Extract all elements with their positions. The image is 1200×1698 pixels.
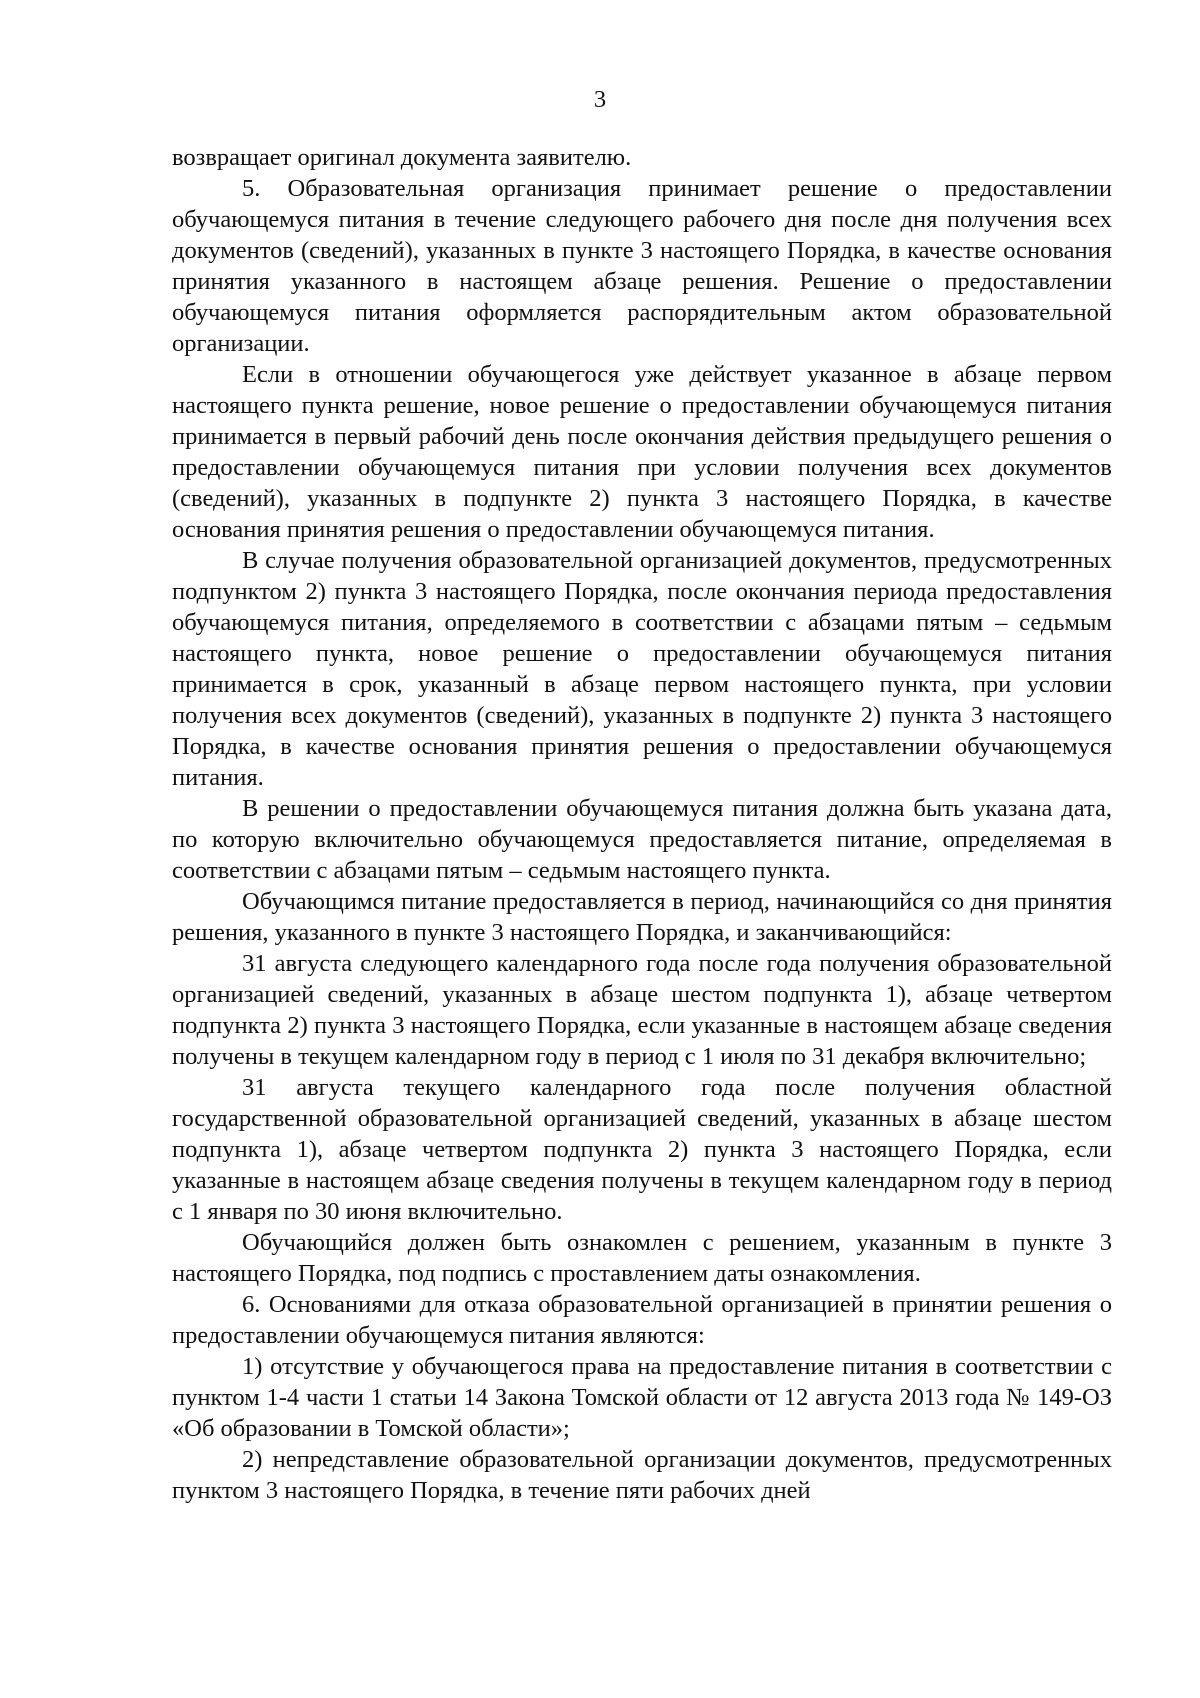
page-number: 3 bbox=[593, 86, 607, 113]
paragraph-meal-period: Обучающимся питание предоставляется в период, начинающийся со дня принятия решения, указанного в пункте 3 настоящего Порядка, и заканчивающийся: bbox=[172, 888, 1112, 946]
paragraph-refusal-reason-1: 1) отсутствие у обучающегося права на предоставление питания в соответствии с пунктом 1-4 части 1 статьи 14 Закона Томской области от 12 августа 2013 года № 149-ОЗ «Об образовании в Томской области»; bbox=[172, 1353, 1112, 1442]
paragraph-decision-date: В решении о предоставлении обучающемуся питания должна быть указана дата, по которую включительно обучающемуся предоставляется питание, определяемая в соответствии с абзацами пятым – седьмым настоящего пункта. bbox=[172, 795, 1112, 884]
paragraph-continuation: возвращает оригинал документа заявителю. bbox=[172, 144, 632, 171]
paragraph-clause-5: 5. Образовательная организация принимает решение о предоставлении обучающемуся питания в течение следующего рабочего дня после дня получения всех документов (сведений), указанных в пункте 3 настоящего Порядка, в качестве основания принятия указанного в настоящем абзаце решения. Решение о предоставлении обучающемуся питания оформляется распорядительным актом образовательной организации. bbox=[172, 175, 1112, 357]
paragraph-period-next-year: 31 августа следующего календарного года после года получения образовательной организацией сведений, указанных в абзаце шестом подпункта 1), абзаце четвертом подпункта 2) пункта 3 настоящего Порядка, если указанные в настоящем абзаце сведения получены в текущем календарном году в период с 1 июля по 31 декабря включительно; bbox=[172, 950, 1112, 1070]
paragraph-refusal-reason-2: 2) непредставление образовательной организации документов, предусмотренных пунктом 3 настоящего Порядка, в течение пяти рабочих дней bbox=[172, 1446, 1112, 1504]
paragraph-period-current-year: 31 августа текущего календарного года после получения областной государственной образовательной организацией сведений, указанных в абзаце шестом подпункта 1), абзаце четвертом подпункта 2) пункта 3 настоящего Порядка, если указанные в настоящем абзаце сведения получены в текущем календарном году в период с 1 января по 30 июня включительно. bbox=[172, 1074, 1112, 1225]
paragraph-late-documents: В случае получения образовательной организацией документов, предусмотренных подпунктом 2) пункта 3 настоящего Порядка, после окончания периода предоставления обучающемуся питания, определяемого в соответствии с абзацами пятым – седьмым настоящего пункта, новое решение о предоставлении обучающемуся питания принимается в срок, указанный в абзаце первом настоящего пункта, при условии получения всех документов (сведений), указанных в подпункте 2) пункта 3 настоящего Порядка, в качестве основания принятия решения о предоставлении обучающемуся питания. bbox=[172, 547, 1112, 791]
paragraph-existing-decision: Если в отношении обучающегося уже действует указанное в абзаце первом настоящего пункта решение, новое решение о предоставлении обучающемуся питания принимается в первый рабочий день после окончания действия предыдущего решения о предоставлении обучающемуся питания при условии получения всех документов (сведений), указанных в подпункте 2) пункта 3 настоящего Порядка, в качестве основания принятия решения о предоставлении обучающемуся питания. bbox=[172, 361, 1112, 543]
paragraph-acknowledgement: Обучающийся должен быть ознакомлен с решением, указанным в пункте 3 настоящего Порядка, под подпись с проставлением даты ознакомления. bbox=[172, 1229, 1112, 1287]
paragraph-clause-6: 6. Основаниями для отказа образовательной организацией в принятии решения о предоставлении обучающемуся питания являются: bbox=[172, 1291, 1112, 1349]
document-body bbox=[172, 142, 1112, 1506]
